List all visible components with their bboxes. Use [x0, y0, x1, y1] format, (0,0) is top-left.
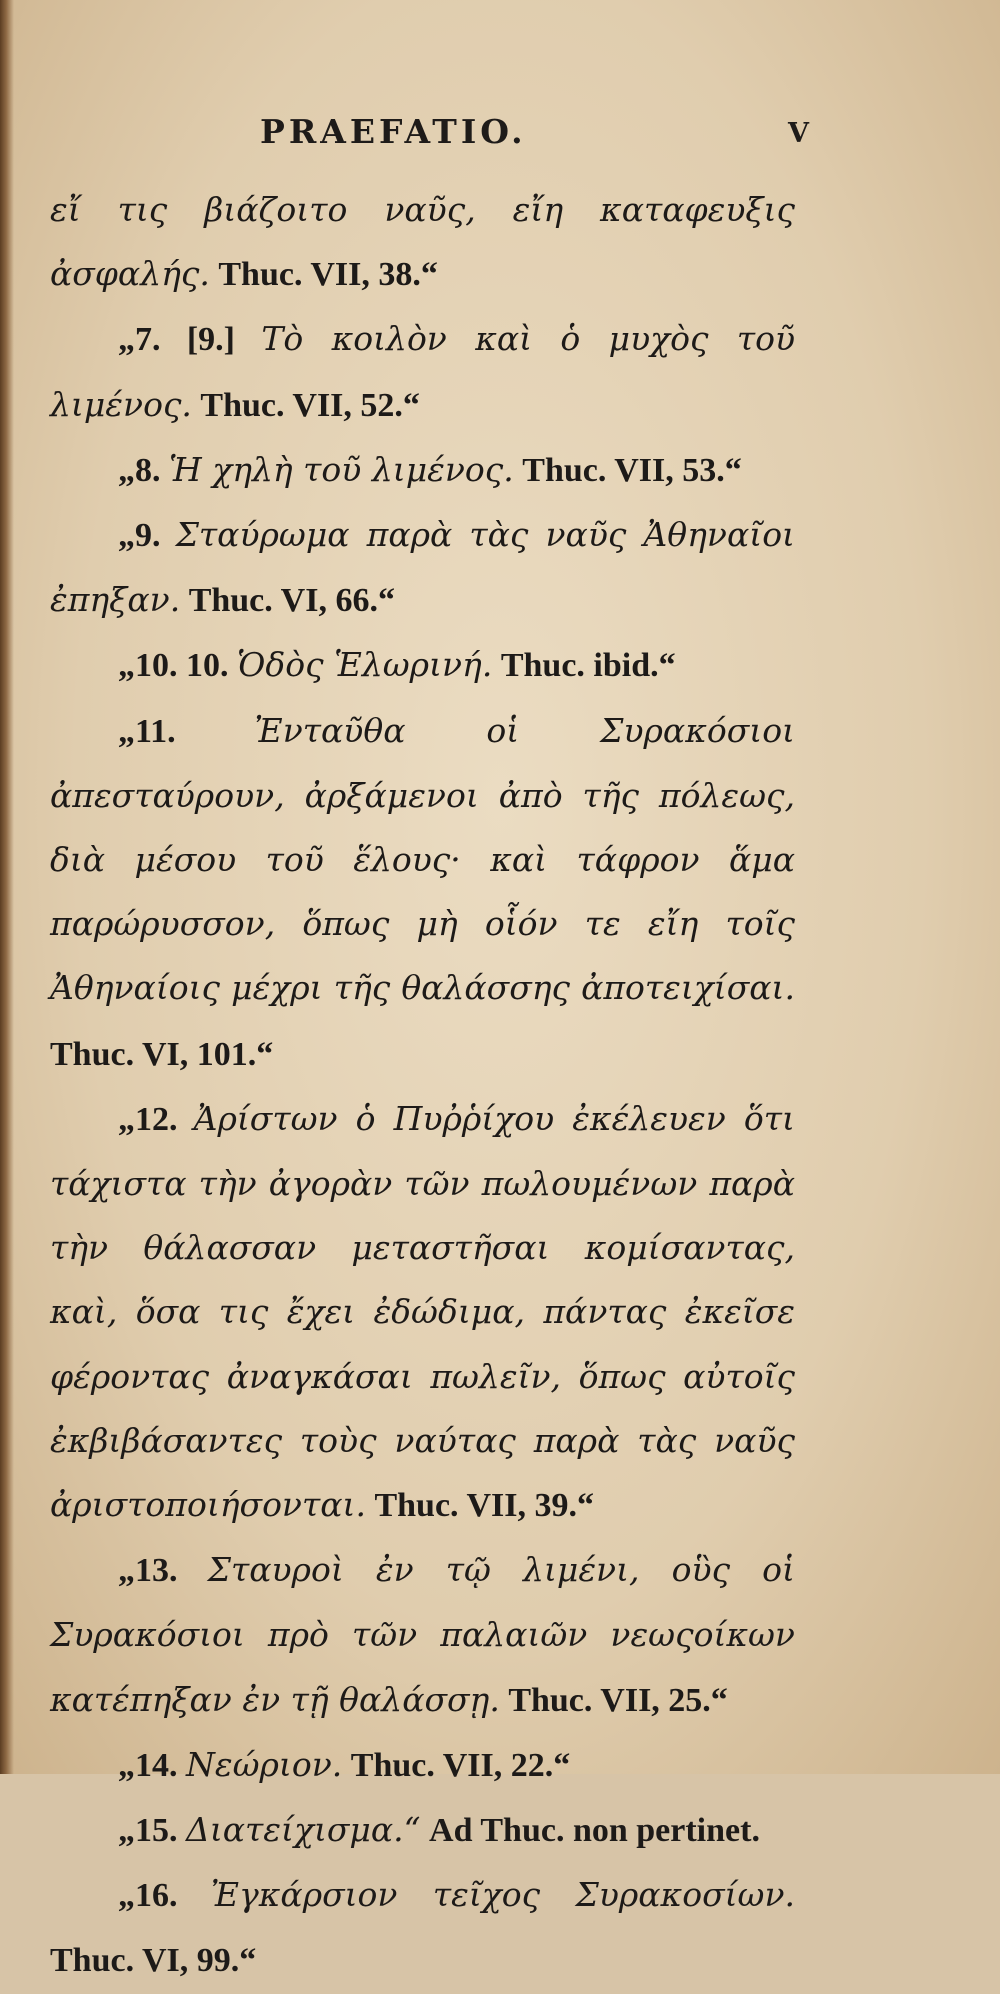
entry-continuation: εἴ τις βιάζοιτο ναῦς, εἴη καταφευξις ἀσφαλής. Thuc. VII, 38.“: [50, 190, 795, 294]
entry-16: „16. Ἐγκάρσιον τεῖχος Συρακοσίων. Thuc. VI, 99.“: [50, 1875, 795, 1980]
entry-11: „11. Ἐνταῦθα οἱ Συρακόσιοι ἀπεσταύρουν, ἀρξάμενοι ἀπὸ τῆς πόλεως, διὰ μέσου τοῦ ἕλους· καὶ τάφρον ἅμα παρώρυσσον, ὅπως μὴ οἷόν τε εἴη τοῖς Ἀθηναίοις μέχρι τῆς θαλάσσης ἀποτειχίσαι. Thuc. VI, 101.“: [50, 710, 795, 1073]
entry-12: „12. Ἀρίστων ὁ Πυῤῥίχου ἐκέλευεν ὅτι τάχιστα τὴν ἀγορὰν τῶν πωλουμένων παρὰ τὴν θάλασσαν μεταστῆσαι κομίσαντας, καὶ, ὅσα τις ἔχει ἐδώδιμα, πάντας ἐκεῖσε φέροντας ἀναγκάσαι πωλεῖν, ὅπως αὐτοῖς ἐκβιβάσαντες τοὺς ναύτας παρὰ τὰς ναῦς ἀριστοποιήσονται. Thuc. VII, 39.“: [50, 1098, 795, 1525]
entry-14: „14. Νεώριον. Thuc. VII, 22.“: [118, 1744, 571, 1784]
page-spine-shadow: [0, 0, 14, 1774]
running-head-title: PRAEFATIO.: [260, 112, 527, 151]
entry-8: „8. Ἡ χηλὴ τοῦ λιμένος. Thuc. VII, 53.“: [118, 449, 742, 489]
page-number: V: [788, 118, 809, 149]
entry-13: „13. Σταυροὶ ἐν τῷ λιμένι, οὓς οἱ Συρακόσιοι πρὸ τῶν παλαιῶν νεωςοίκων κατέπηξαν ἐν τῇ θαλάσσῃ. Thuc. VII, 25.“: [50, 1550, 795, 1719]
entry-15: „15. Διατείχισμα.“ Ad Thuc. non pertinet.: [118, 1810, 760, 1850]
entry-7: „7. [9.] Τὸ κοιλὸν καὶ ὁ μυχὸς τοῦ λιμένος. Thuc. VII, 52.“: [50, 319, 795, 424]
main-text: [50, 178, 795, 1994]
entry-9: „9. Σταύρωμα παρὰ τὰς ναῦς Ἀθηναῖοι ἐπηξαν. Thuc. VI, 66.“: [50, 515, 795, 620]
entry-10: „10. 10. Ὁδὸς Ἑλωρινή. Thuc. ibid.“: [118, 645, 676, 685]
